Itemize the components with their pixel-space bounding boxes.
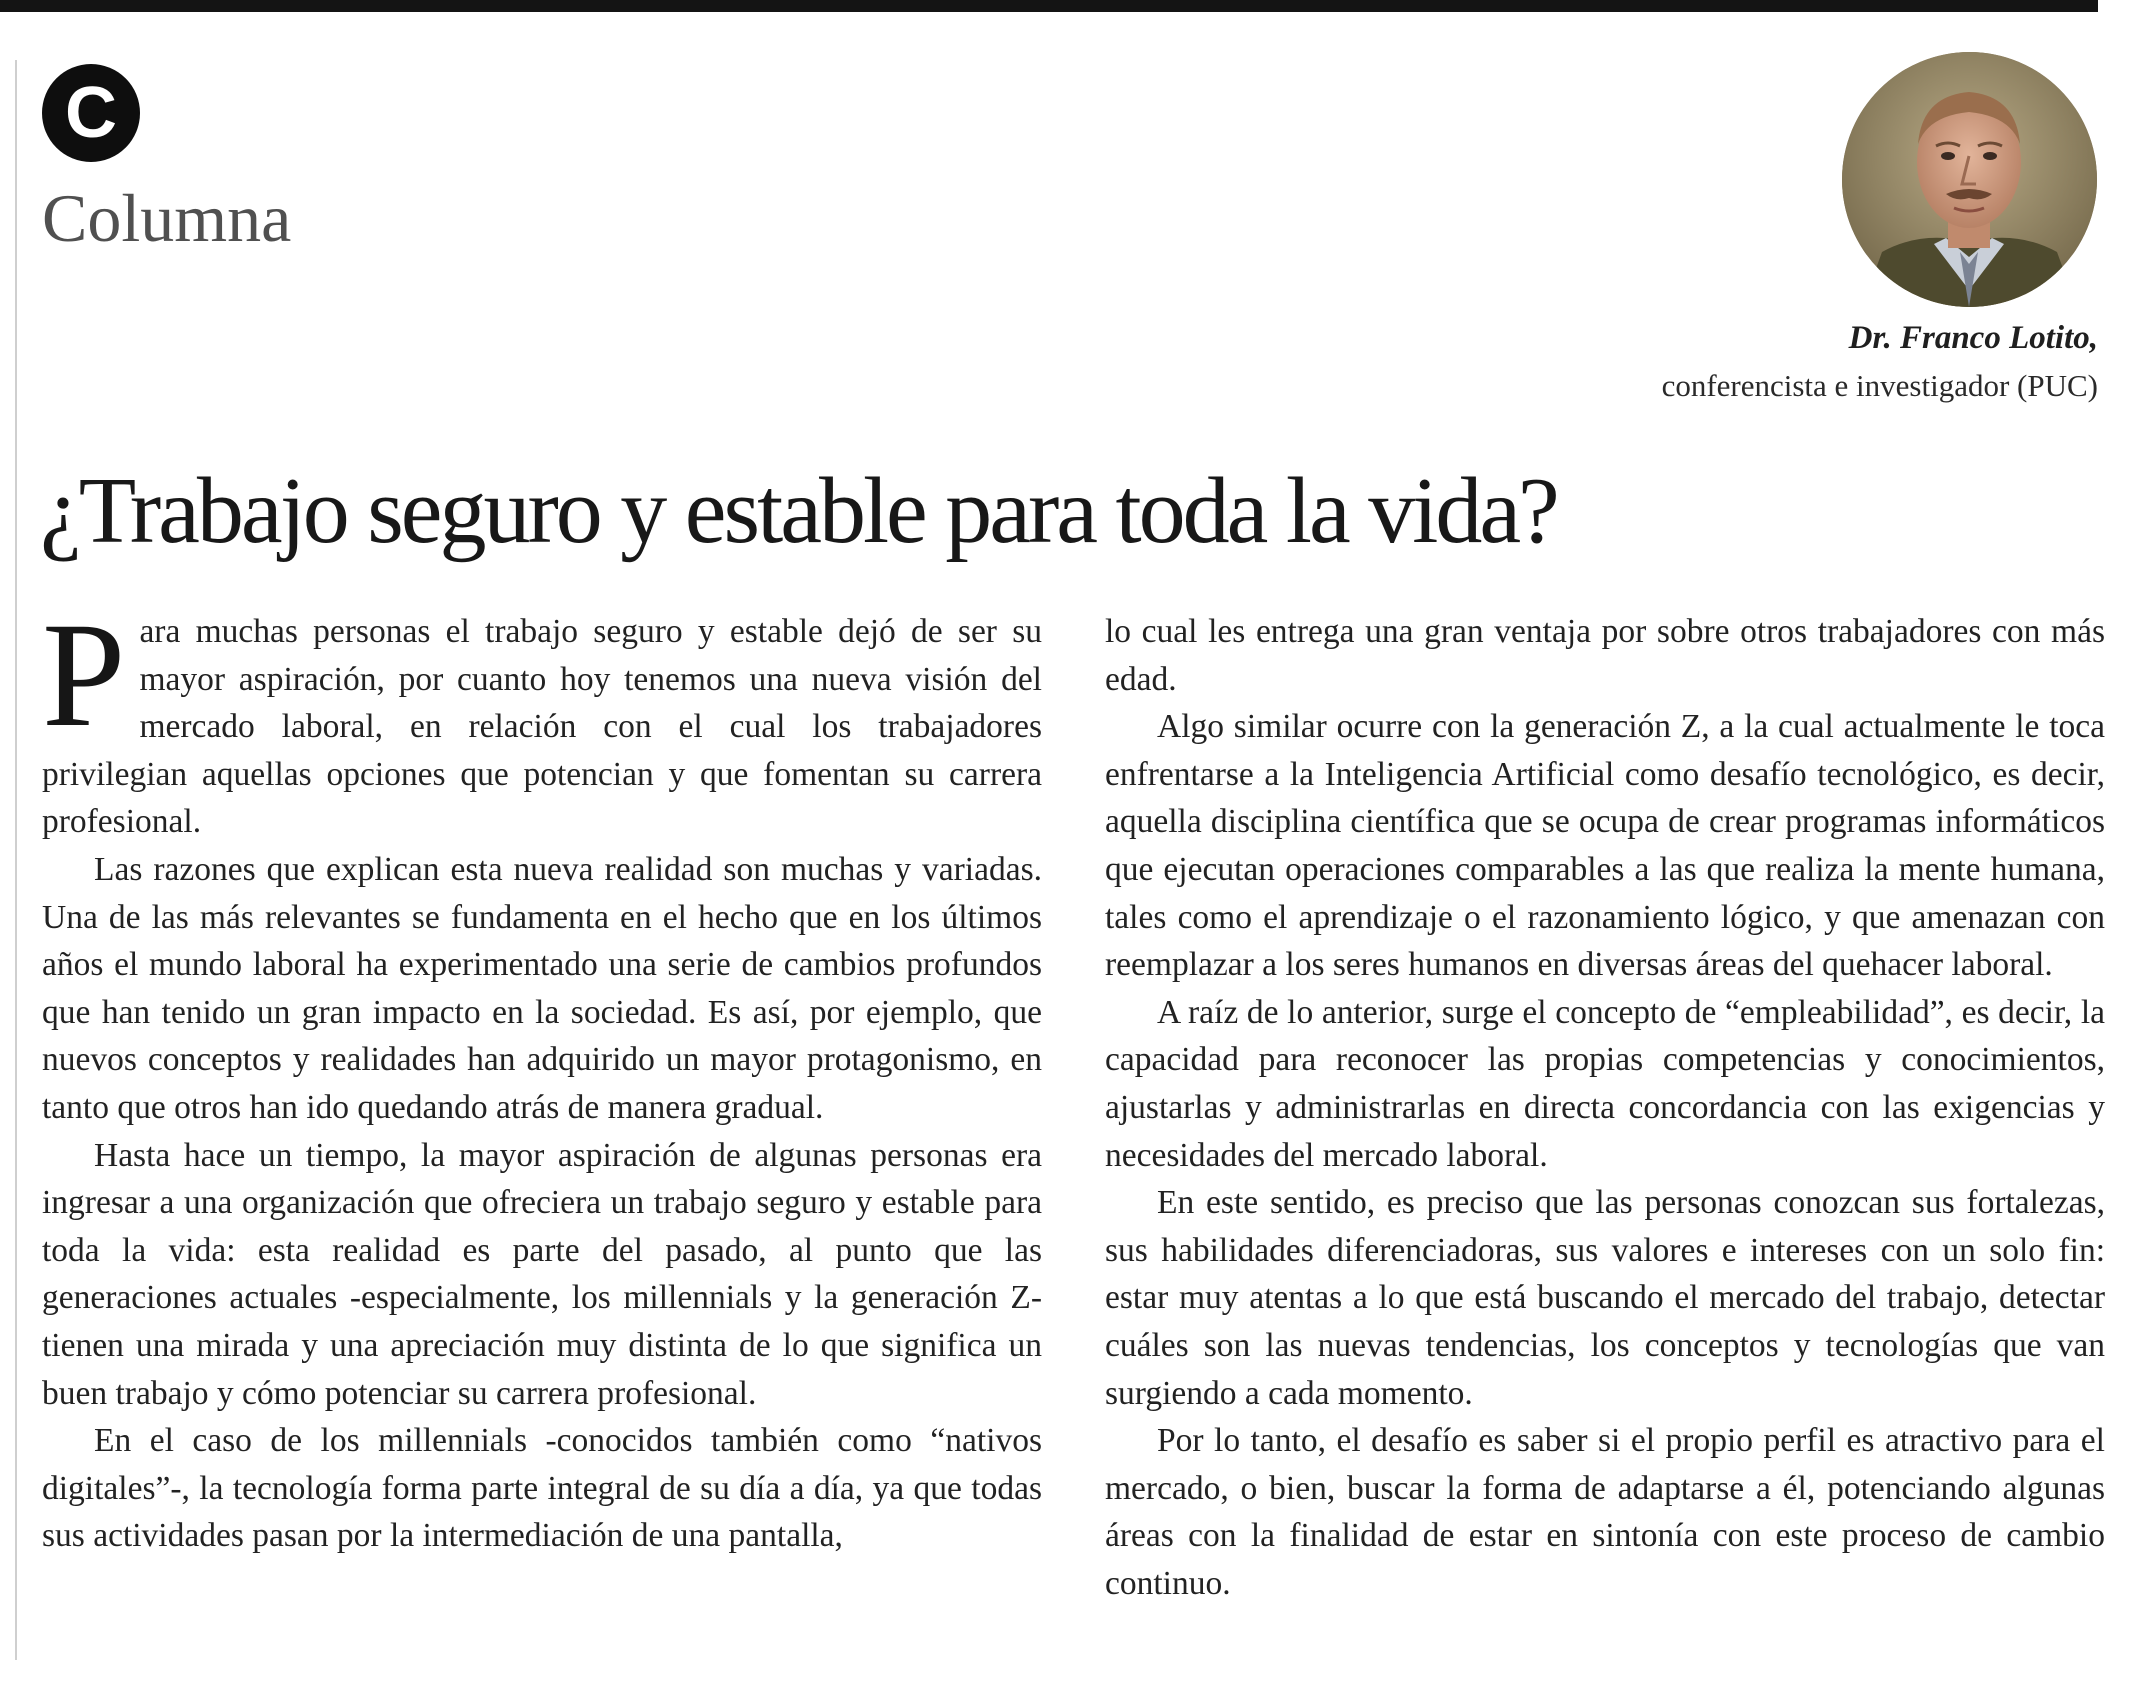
article-paragraph: Hasta hace un tiempo, la mayor aspiración de algunas personas era ingresar a una organización que ofreciera un trabajo seguro y estable para toda la vida: esta realidad es parte del pasado, al punto que las generaciones actuales -especialmente, los millennials y la generación Z- tienen una mirada y una apreciación muy distinta de lo que significa un buen trabajo y cómo potenciar su carrera profesional. [42,1136,1042,1412]
author-photo [1842,52,2097,307]
article-column-right [1105,608,2105,1607]
article-headline: ¿Trabajo seguro y estable para toda la vida? [40,459,1557,563]
article-paragraph: En este sentido, es preciso que las personas conozcan sus fortalezas, sus habilidades diferenciadoras, sus valores e intereses con un solo fin: estar muy atentas a lo que está buscando el mercado del trabajo, detectar cuáles son las nuevas tendencias, los conceptos y tecnologías que van surgiendo a cada momento. [1105,1184,2105,1412]
drop-cap: P [42,592,126,758]
article-paragraph: Por lo tanto, el desafío es saber si el propio perfil es atractivo para el mercado, o bien, buscar la forma de adaptarse a él, potenciando algunas áreas con la finalidad de estar en sintonía con este proceso de cambio continuo. [1105,1422,2105,1602]
article-paragraph: Algo similar ocurre con la generación Z, a la cual actualmente le toca enfrentarse a la Inteligencia Artificial como desafío tecnológico, es decir, aquella disciplina científica que se ocupa de crear programas informáticos que ejecutan operaciones comparables a las que realiza la mente humana, tales como el aprendizaje o el razonamiento lógico, y que amenazan con reemplazar a los seres humanos en diversas áreas del quehacer laboral. [1105,708,2105,984]
author-portrait-image [1842,52,2097,307]
column-badge-icon: C [42,64,140,162]
author-name: Dr. Franco Lotito, [1848,320,2098,356]
top-rule [0,0,2098,12]
article-paragraph: A raíz de lo anterior, surge el concepto de “empleabilidad”, es decir, la capacidad para reconocer las propias competencias y conocimientos, ajustarlas y administrarlas en directa concordancia con las exigencias y necesidades del mercado laboral. [1105,993,2105,1174]
article-paragraph: En el caso de los millennials -conocidos también como “nativos digitales”-, la tecnología forma parte integral de su día a día, ya que todas sus actividades pasan por la intermediación de una pantalla, [42,1422,1042,1555]
section-label: Columna [42,180,292,256]
article-paragraph: Las razones que explican esta nueva realidad son muchas y variadas. Una de las más relevantes se fundamenta en el hecho que en los últimos años el mundo laboral ha experimentado una serie de cambios profundos que han tenido un gran impacto en la sociedad. Es así, por ejemplo, que nuevos conceptos y realidades han adquirido un mayor protagonismo, en tanto que otros han ido quedando atrás de manera gradual. [42,850,1042,1126]
author-role: conferencista e investigador (PUC) [1661,368,2098,403]
left-column-rule [15,60,17,1660]
article-column-left [42,592,1042,1560]
article-paragraph: Para muchas personas el trabajo seguro y estable dejó de ser su mayor aspiración, por cuanto hoy tenemos una nueva visión del mercado laboral, en relación con el cual los trabajadores privilegian aquellas opciones que potencian y que fomentan su carrera profesional. [42,592,1042,841]
article-paragraph: lo cual les entrega una gran ventaja por sobre otros trabajadores con más edad. [1105,613,2105,698]
